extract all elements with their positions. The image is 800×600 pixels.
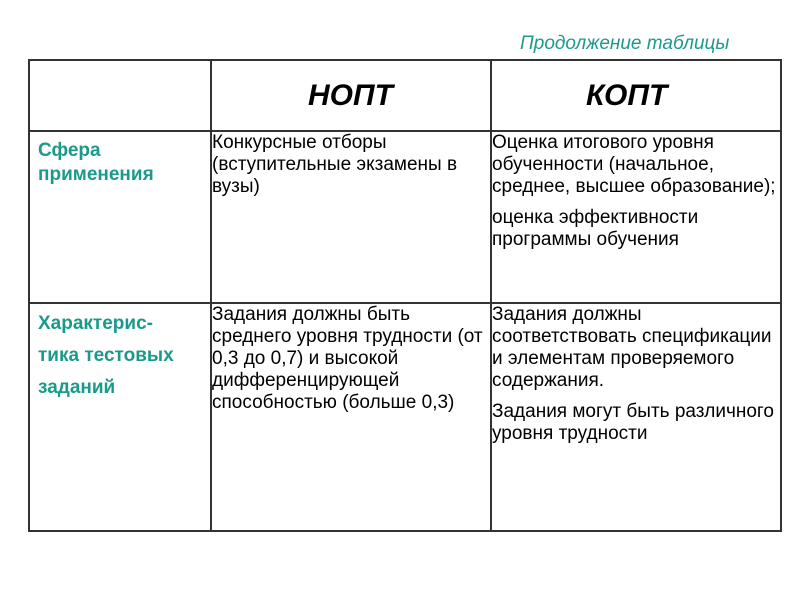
cell-paragraph: Задания могут быть различного уровня трудности (492, 401, 774, 444)
column-header-nopt: НОПТ (211, 60, 491, 131)
cell-tasks-nopt (211, 303, 491, 531)
cell-paragraph: оценка эффективности программы обучения (492, 207, 699, 250)
cell-paragraph: Оценка итогового уровня обученности (начальное, среднее, высшее образование); (492, 132, 776, 197)
row-header-line: тика тестовых (38, 345, 174, 366)
row-header-task-characteristics (29, 303, 211, 531)
table-row-task-characteristics (29, 303, 781, 531)
row-header-line: Характерис- (38, 313, 153, 334)
cell-paragraph: Задания должны быть среднего уровня трудности (от 0,3 до 0,7) и высокой дифференцирующей способностью (больше 0,3) (212, 304, 483, 413)
table-row-scope (29, 131, 781, 303)
cell-scope-nopt (211, 131, 491, 303)
table-header-row (29, 60, 781, 131)
table-continuation-caption: Продолжение таблицы (520, 33, 730, 54)
cell-paragraph: Конкурсные отборы (вступительные экзамены в вузы) (212, 132, 458, 197)
comparison-table (28, 59, 782, 532)
corner-cell (29, 60, 211, 131)
row-header-line: Сфера (38, 140, 101, 161)
row-header-scope (29, 131, 211, 303)
cell-scope-kopt (491, 131, 781, 303)
column-header-kopt: КОПТ (491, 60, 781, 131)
cell-paragraph: Задания должны соответствовать спецификации и элементам проверяемого содержания. (492, 304, 772, 391)
cell-tasks-kopt (491, 303, 781, 531)
row-header-line: заданий (38, 377, 116, 398)
row-header-line: применения (38, 164, 154, 185)
